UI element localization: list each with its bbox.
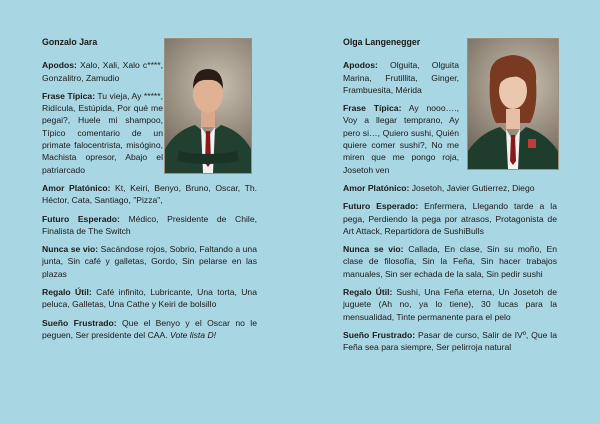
entry-regalo-util: Regalo Útil: Café infinito, Lubricante, Una torta, Una peluca, Galletas, Una Cathe y Keiri de bolsillo xyxy=(42,287,257,310)
entry-sueno-frustrado: Sueño Frustrado: Pasar de curso, Salir de IVº, Que la Feña sea para siempre, Ser pelirroja natural xyxy=(343,329,557,353)
entry-apodos: Apodos: Xalo, Xali, Xalo c****, Gonzalitro, Zamudio xyxy=(42,60,163,83)
portrait-photo-male xyxy=(164,38,252,174)
profile-name: Olga Langenegger xyxy=(343,37,421,47)
entry-futuro-esperado: Futuro Esperado: Médico, Presidente de Chile, Finalista de The Switch xyxy=(42,213,257,236)
portrait-male-icon xyxy=(165,39,251,173)
entry-futuro-esperado: Futuro Esperado: Enfermera, Llegando tarde a la pega, Perdiendo la pega por atrasos, Protagonista de Art Attack, Repartidora de SushiBulls xyxy=(343,201,557,236)
portrait-female-icon xyxy=(468,39,558,169)
profile-name: Gonzalo Jara xyxy=(42,37,98,47)
entry-nunca-se-vio: Nunca se vio: Sacándose rojos, Sobrio, Faltando a una junta, Sin café y galletas, Gordo, Sin pelarse en las plazas xyxy=(42,244,257,279)
portrait-photo-female xyxy=(467,38,559,170)
entry-nunca-se-vio: Nunca se vio: Callada, En clase, Sin su moño, En clase de filosofía, Sin la Feña, Sin hacer trabajos manuales, Sin ser echada de la sala, Sin pedir sushi xyxy=(343,244,557,279)
entry-amor-platonico: Amor Platónico: Josetoh, Javier Gutierrez, Diego xyxy=(343,182,535,193)
entry-sueno-frustrado: Sueño Frustrado: Que el Benyo y el Oscar no le peguen, Ser presidente del CAA. Vote lista D! xyxy=(42,317,257,340)
entry-apodos: Apodos: Olguita, Olguita Marina, Frutillita, Ginger, Frambuesita, Mérida xyxy=(343,60,459,95)
entry-frase-tipica: Frase Típica: Ay nooo…., Voy a llegar temprano, Ay pero si…, Quiero sushi, Quién quiere comer sushi?, No me miren que me pongo roja, Josetoh ven xyxy=(343,103,459,175)
entry-regalo-util: Regalo Útil: Sushi, Una Feña eterna, Un Josetoh de juguete (Ah no, ya lo tiene), 30 lucas para la mensualidad, Tinte permanente para el pelo xyxy=(343,287,557,322)
entry-frase-tipica: Frase Típica: Tu vieja, Ay *****, Ridícula, Estúpida, Por qué me pegai?, Huele mi shampoo, Típico comentario de un primate falocentrista, misógino, Machista opresor, Abajo el patriarcado xyxy=(42,90,163,175)
entry-amor-platonico: Amor Platónico: Kt, Keiri, Benyo, Bruno, Oscar, Th. Héctor, Cata, Santiago, "Pizza", xyxy=(42,182,257,206)
